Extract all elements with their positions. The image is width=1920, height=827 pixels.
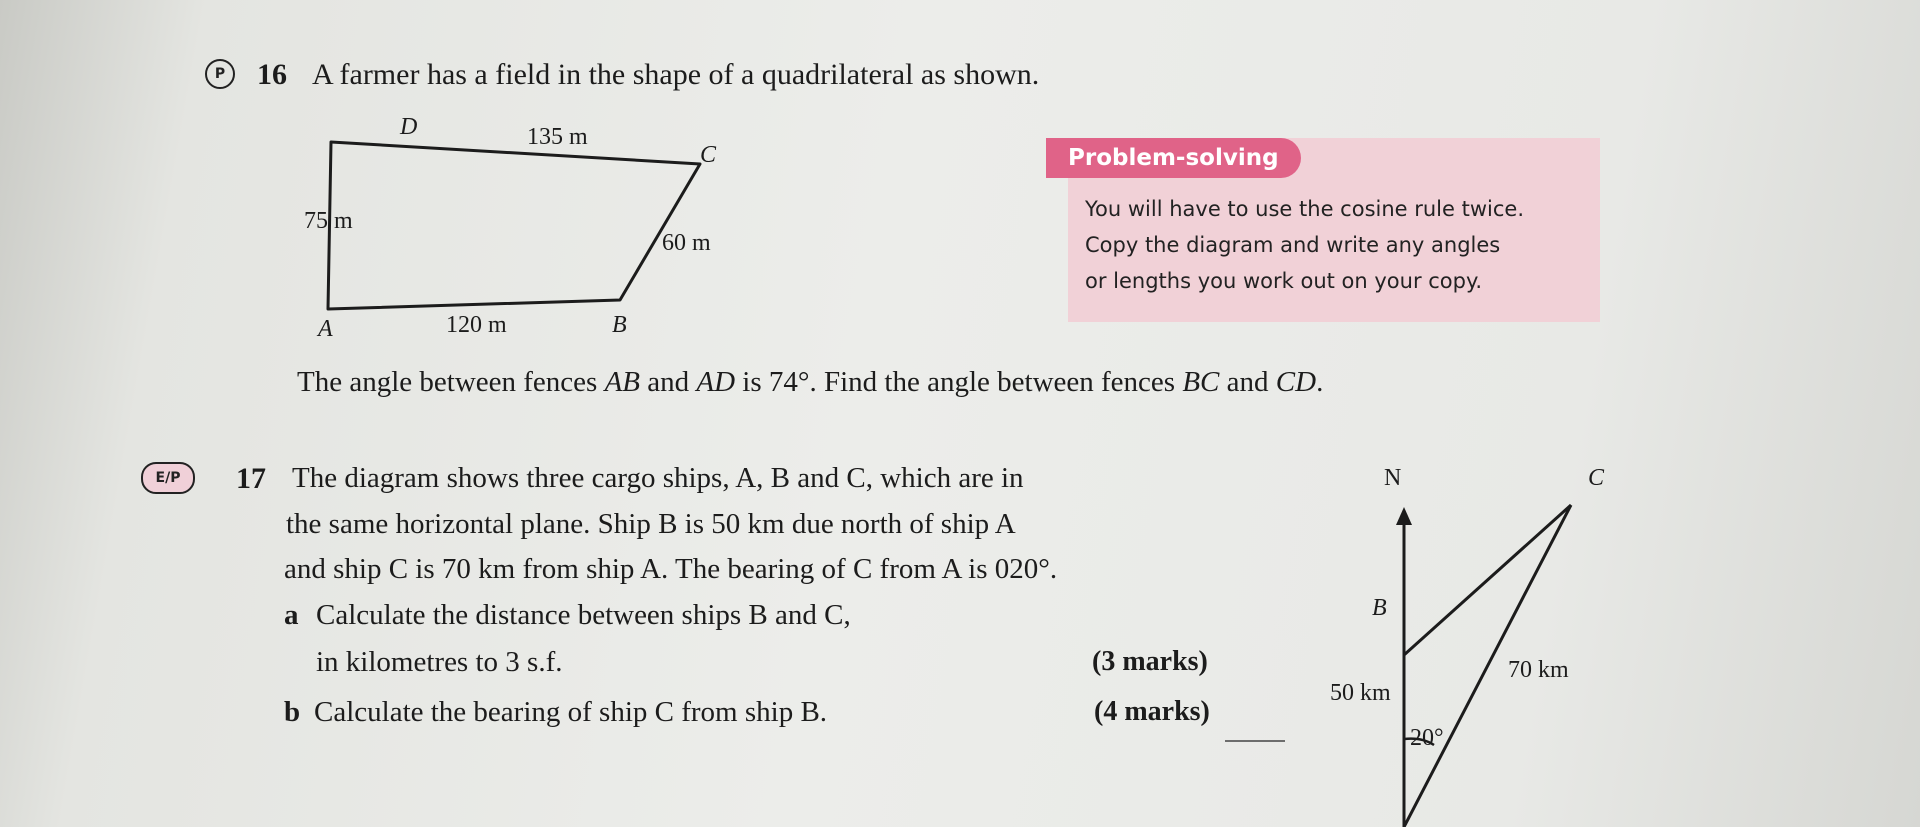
fence-ab: AB	[604, 366, 640, 398]
fence-ad: AD	[696, 366, 736, 398]
question-16-angle-question	[297, 366, 1323, 399]
question-17-line-3: and ship C is 70 km from ship A. The bearing of C from A is 020°.	[284, 553, 1058, 585]
question-17-line-2: the same horizontal plane. Ship B is 50 km due north of ship A	[286, 508, 1016, 540]
vertex-c-label: C	[1588, 465, 1605, 491]
question-16-text: A farmer has a field in the shape of a quadrilateral as shown.	[312, 58, 1040, 91]
part-b-label: b	[284, 696, 301, 728]
vertex-d-label: D	[400, 114, 418, 140]
side-dc-label: 135 m	[527, 124, 588, 150]
question-17-number: 17	[236, 462, 266, 495]
fence-cd: CD	[1275, 366, 1317, 398]
problem-solving-line-2: Copy the diagram and write any angles	[1085, 233, 1501, 257]
part-a-marks: (3 marks)	[1092, 646, 1208, 677]
angle-label: 20°	[1410, 725, 1444, 751]
side-ad-label: 75 m	[304, 208, 353, 234]
angle-question-part: is 74°. Find the angle between fences	[735, 366, 1183, 398]
side-bc-label: 60 m	[662, 230, 711, 256]
fence-bc: BC	[1182, 366, 1220, 398]
vertex-c-label: C	[700, 142, 717, 168]
exam-style-badge: E/P	[141, 462, 195, 494]
part-a-text-line-2: in kilometres to 3 s.f.	[316, 646, 563, 678]
north-label: N	[1384, 465, 1402, 491]
problem-solving-title: Problem-solving	[1046, 138, 1301, 178]
side-ab-label: 50 km	[1330, 680, 1391, 706]
vertex-a-label: A	[318, 316, 333, 342]
quadrilateral-shape	[328, 142, 700, 309]
angle-question-part: and	[1219, 366, 1276, 398]
side-ac-label: 70 km	[1508, 657, 1569, 683]
angle-question-part: .	[1316, 366, 1324, 398]
part-a-text-line-1: Calculate the distance between ships B and C,	[316, 599, 851, 631]
quadrilateral-diagram	[290, 110, 760, 350]
question-17-line-1: The diagram shows three cargo ships, A, B and C, which are in	[292, 462, 1024, 494]
problem-solving-badge: P	[205, 59, 235, 89]
question-16-number: 16	[257, 58, 287, 91]
pen-mark	[1225, 740, 1285, 742]
vertex-b-label: B	[612, 312, 627, 338]
side-ab-label: 120 m	[446, 312, 507, 338]
part-b-marks: (4 marks)	[1094, 696, 1210, 727]
bearing-diagram	[1300, 455, 1630, 827]
problem-solving-line-3: or lengths you work out on your copy.	[1085, 269, 1483, 293]
line-bc	[1404, 505, 1571, 655]
vertex-b-label: B	[1372, 595, 1387, 621]
angle-question-part: The angle between fences	[297, 366, 605, 398]
north-arrowhead	[1396, 507, 1412, 525]
part-b-text: Calculate the bearing of ship C from ship B.	[314, 696, 828, 728]
angle-question-part: and	[640, 366, 697, 398]
part-a-label: a	[284, 599, 299, 631]
problem-solving-line-1: You will have to use the cosine rule twice.	[1085, 197, 1525, 221]
